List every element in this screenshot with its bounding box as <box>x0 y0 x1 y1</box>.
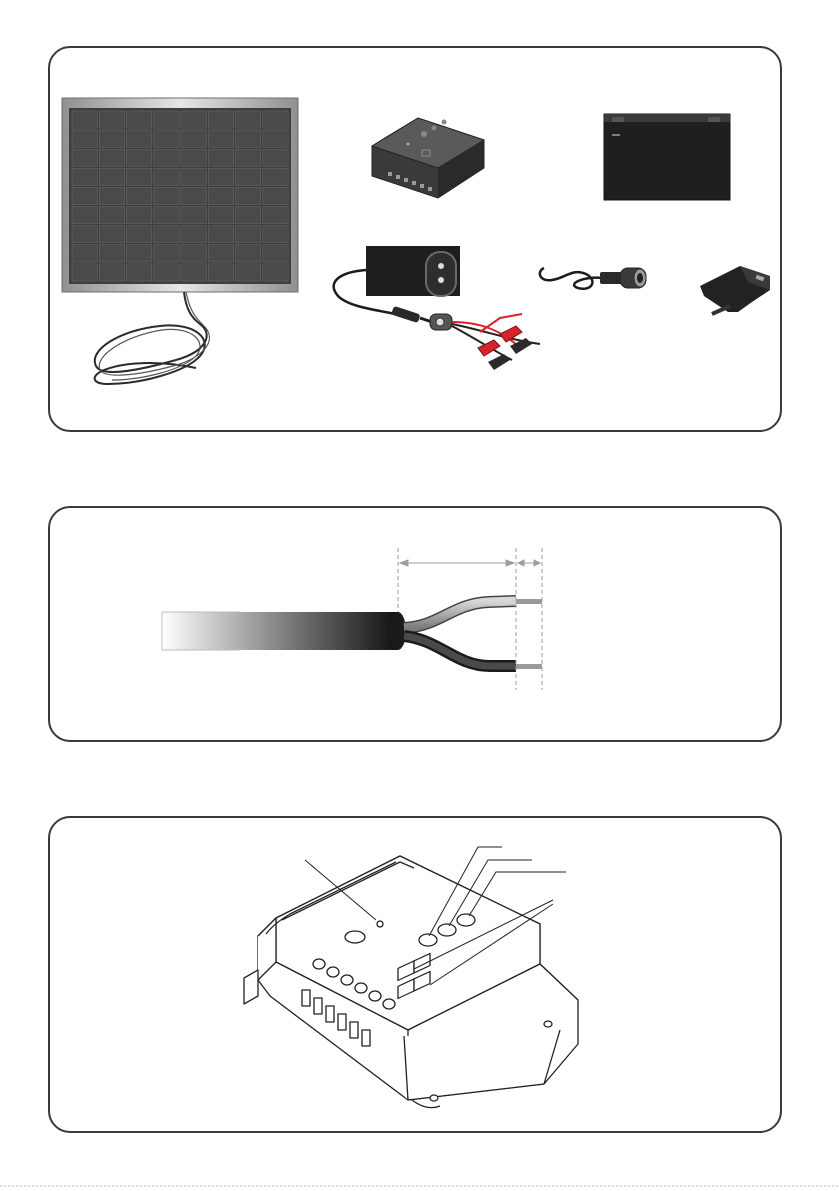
solar-cell <box>181 111 206 128</box>
solar-cell <box>154 111 179 128</box>
solar-cell <box>236 187 261 204</box>
solar-cell <box>208 168 233 185</box>
solar-cell <box>208 264 233 281</box>
solar-cell <box>154 168 179 185</box>
solar-cell <box>72 264 97 281</box>
solar-cell <box>208 187 233 204</box>
solar-cell <box>263 187 288 204</box>
solar-cell <box>263 264 288 281</box>
solar-cell <box>154 130 179 147</box>
solar-cell <box>72 187 97 204</box>
solar-cell <box>236 207 261 224</box>
solar-cell <box>154 245 179 262</box>
solar-cell <box>72 226 97 243</box>
solar-cell <box>154 264 179 281</box>
solar-cell <box>263 168 288 185</box>
solar-cell <box>99 264 124 281</box>
solar-cell <box>72 111 97 128</box>
solar-cell <box>127 111 152 128</box>
solar-cell <box>72 168 97 185</box>
solar-cell <box>127 149 152 166</box>
solar-cell <box>99 111 124 128</box>
solar-cell <box>72 245 97 262</box>
cable-stripping-diagram <box>162 548 542 690</box>
solar-cell <box>154 207 179 224</box>
solar-cell <box>72 149 97 166</box>
solar-cell <box>208 207 233 224</box>
solar-cell <box>181 245 206 262</box>
solar-cell <box>236 130 261 147</box>
solar-cell <box>208 226 233 243</box>
solar-cell <box>127 245 152 262</box>
power-adapter-with-clips <box>334 246 540 370</box>
solar-cell <box>99 207 124 224</box>
car-plug <box>700 266 770 314</box>
socket-cable <box>540 268 646 289</box>
solar-cell <box>99 187 124 204</box>
solar-panel <box>62 98 298 292</box>
solar-cell <box>99 226 124 243</box>
solar-cell <box>263 149 288 166</box>
solar-cell <box>99 168 124 185</box>
charge-controller-small <box>372 118 484 198</box>
solar-cell <box>263 130 288 147</box>
solar-cell <box>208 130 233 147</box>
solar-cell <box>208 149 233 166</box>
solar-cell <box>181 226 206 243</box>
solar-cell <box>181 264 206 281</box>
solar-cell <box>127 264 152 281</box>
solar-cell <box>72 130 97 147</box>
solar-cell <box>236 245 261 262</box>
solar-cell <box>99 245 124 262</box>
controller-isometric <box>244 856 578 1108</box>
solar-cell <box>208 111 233 128</box>
solar-cell <box>99 149 124 166</box>
solar-cell <box>127 207 152 224</box>
solar-cell <box>181 130 206 147</box>
solar-panel-cable <box>95 292 210 384</box>
solar-cell <box>208 245 233 262</box>
solar-cell <box>236 264 261 281</box>
solar-cell <box>127 130 152 147</box>
solar-cell <box>154 149 179 166</box>
solar-cell <box>127 187 152 204</box>
solar-cell <box>236 168 261 185</box>
solar-cell <box>236 111 261 128</box>
solar-cell <box>263 245 288 262</box>
solar-cell <box>181 207 206 224</box>
solar-cell <box>181 149 206 166</box>
solar-cell <box>181 168 206 185</box>
solar-cell <box>236 149 261 166</box>
solar-cell <box>127 226 152 243</box>
battery <box>604 114 730 200</box>
solar-cell <box>263 111 288 128</box>
solar-cell <box>263 207 288 224</box>
solar-cell <box>236 226 261 243</box>
solar-cell <box>263 226 288 243</box>
solar-cell <box>154 226 179 243</box>
solar-cell <box>181 187 206 204</box>
solar-cell <box>154 187 179 204</box>
solar-cell <box>72 207 97 224</box>
solar-cell <box>99 130 124 147</box>
solar-cell <box>127 168 152 185</box>
